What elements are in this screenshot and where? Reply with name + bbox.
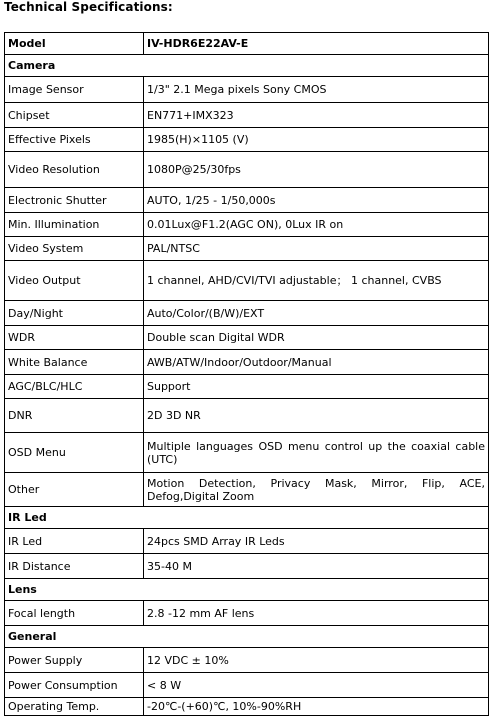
spec-label: Day/Night <box>5 301 144 326</box>
table-row <box>5 350 489 375</box>
spec-value: 1/3" 2.1 Mega pixels Sony CMOS <box>144 77 489 103</box>
spec-label: Other <box>5 473 144 507</box>
section-heading-ir-led: IR Led <box>5 507 489 529</box>
spec-label: Video Output <box>5 261 144 301</box>
table-row <box>5 152 489 188</box>
table-row-model <box>5 33 489 55</box>
spec-value: AUTO, 1/25 - 1/50,000s <box>144 188 489 213</box>
spec-value: 2D 3D NR <box>144 399 489 433</box>
spec-label: OSD Menu <box>5 433 144 473</box>
spec-value: -20℃-(+60)℃, 10%-90%RH <box>144 698 489 716</box>
table-row <box>5 433 489 473</box>
table-row <box>5 601 489 626</box>
section-heading-general: General <box>5 626 489 648</box>
spec-value: 1985(H)×1105 (V) <box>144 128 489 152</box>
table-row <box>5 188 489 213</box>
table-row <box>5 673 489 698</box>
spec-label: Power Supply <box>5 648 144 673</box>
spec-value: PAL/NTSC <box>144 237 489 261</box>
spec-value: 24pcs SMD Array IR Leds <box>144 529 489 554</box>
table-row <box>5 375 489 399</box>
spec-label: Video Resolution <box>5 152 144 188</box>
model-value: IV-HDR6E22AV-E <box>144 33 489 55</box>
section-row-general <box>5 626 489 648</box>
section-row-camera <box>5 55 489 77</box>
table-row <box>5 473 489 507</box>
spec-label: Focal length <box>5 601 144 626</box>
table-row <box>5 128 489 152</box>
spec-value: 12 VDC ± 10% <box>144 648 489 673</box>
section-heading-lens: Lens <box>5 579 489 601</box>
section-row-lens <box>5 579 489 601</box>
table-row <box>5 301 489 326</box>
spec-value: 0.01Lux@F1.2(AGC ON), 0Lux IR on <box>144 213 489 237</box>
spec-label: Video System <box>5 237 144 261</box>
spec-label: Image Sensor <box>5 77 144 103</box>
spec-label: Power Consumption <box>5 673 144 698</box>
table-row <box>5 77 489 103</box>
model-label: Model <box>5 33 144 55</box>
table-row <box>5 213 489 237</box>
spec-label: Electronic Shutter <box>5 188 144 213</box>
spec-label: WDR <box>5 326 144 350</box>
specifications-table <box>4 32 489 716</box>
spec-value: EN771+IMX323 <box>144 103 489 128</box>
spec-label: Operating Temp. <box>5 698 144 716</box>
table-row <box>5 103 489 128</box>
table-row <box>5 399 489 433</box>
table-row <box>5 698 489 716</box>
spec-label: IR Distance <box>5 554 144 579</box>
spec-label: Min. Illumination <box>5 213 144 237</box>
spec-value: Double scan Digital WDR <box>144 326 489 350</box>
spec-label: Effective Pixels <box>5 128 144 152</box>
document-title: Technical Specifications: <box>4 0 173 14</box>
spec-label: White Balance <box>5 350 144 375</box>
spec-value: Auto/Color/(B/W)/EXT <box>144 301 489 326</box>
table-row <box>5 261 489 301</box>
spec-value: 1080P@25/30fps <box>144 152 489 188</box>
table-row <box>5 554 489 579</box>
spec-label: DNR <box>5 399 144 433</box>
spec-value: 35-40 M <box>144 554 489 579</box>
table-row <box>5 648 489 673</box>
section-heading-camera: Camera <box>5 55 489 77</box>
table-row <box>5 326 489 350</box>
spec-label: IR Led <box>5 529 144 554</box>
spec-label: Chipset <box>5 103 144 128</box>
spec-value: AWB/ATW/Indoor/Outdoor/Manual <box>144 350 489 375</box>
table-row <box>5 237 489 261</box>
spec-value: < 8 W <box>144 673 489 698</box>
spec-value: 2.8 -12 mm AF lens <box>144 601 489 626</box>
spec-value: Multiple languages OSD menu control up the coaxial cable (UTC) <box>144 433 489 473</box>
spec-label: AGC/BLC/HLC <box>5 375 144 399</box>
section-row-ir-led <box>5 507 489 529</box>
spec-value: 1 channel, AHD/CVI/TVI adjustable； 1 channel, CVBS <box>144 261 489 301</box>
table-row <box>5 529 489 554</box>
spec-value: Support <box>144 375 489 399</box>
spec-value: Motion Detection, Privacy Mask, Mirror, Flip, ACE, Defog,Digital Zoom <box>144 473 489 507</box>
